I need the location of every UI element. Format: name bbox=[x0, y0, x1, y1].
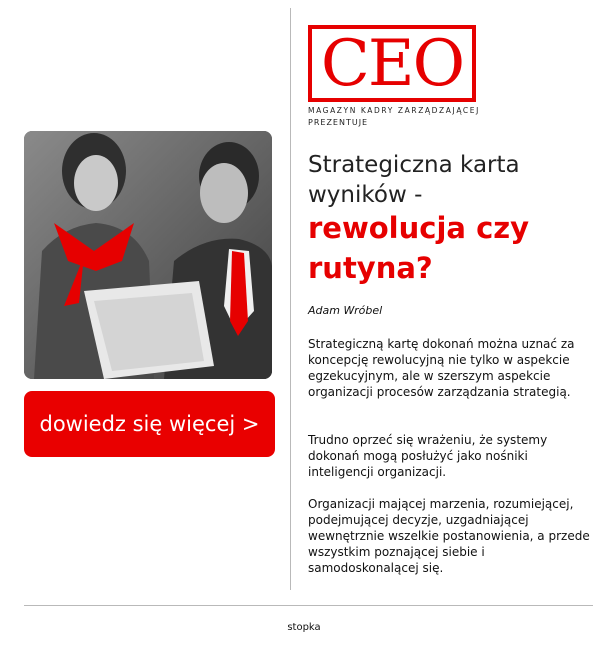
logo-inner bbox=[312, 26, 472, 101]
learn-more-button[interactable]: dowiedz się więcej > bbox=[24, 391, 275, 457]
presents-label: PREZENTUJE bbox=[308, 118, 369, 127]
vertical-divider bbox=[290, 8, 291, 590]
article-title: Strategiczna karta wyników - bbox=[308, 152, 520, 208]
footer-text: stopka bbox=[287, 622, 321, 633]
business-people-illustration bbox=[24, 131, 272, 379]
article-paragraph-3: Organizacji mającej marzenia, rozumiejącej, podejmującej decyzje, uzgadniającej wewnętrznie wszelkie postanowienia, a przede wszystkim poznającej siebie i samodoskonalącej się. bbox=[308, 497, 590, 575]
magazine-tagline: MAGAZYN KADRY ZARZĄDZAJĄCEJ bbox=[308, 106, 480, 115]
footer-divider bbox=[24, 605, 593, 606]
article-headline: rewolucja czy rutyna? bbox=[308, 211, 530, 285]
ceo-logo bbox=[308, 25, 476, 102]
hero-photo bbox=[24, 131, 272, 379]
logo-wordmark: CEO bbox=[320, 26, 464, 101]
article-author: Adam Wróbel bbox=[308, 304, 383, 317]
article-paragraph-1: Strategiczną kartę dokonań można uznać za koncepcję rewolucyjną nie tylko w aspekcie egzekucyjnym, ale w szerszym aspekcie organizacji procesów zarządzania strategią. bbox=[308, 337, 575, 399]
article-paragraph-2: Trudno oprzeć się wrażeniu, że systemy dokonań mogą posłużyć jako nośniki inteligencji organizacji. bbox=[308, 433, 548, 479]
